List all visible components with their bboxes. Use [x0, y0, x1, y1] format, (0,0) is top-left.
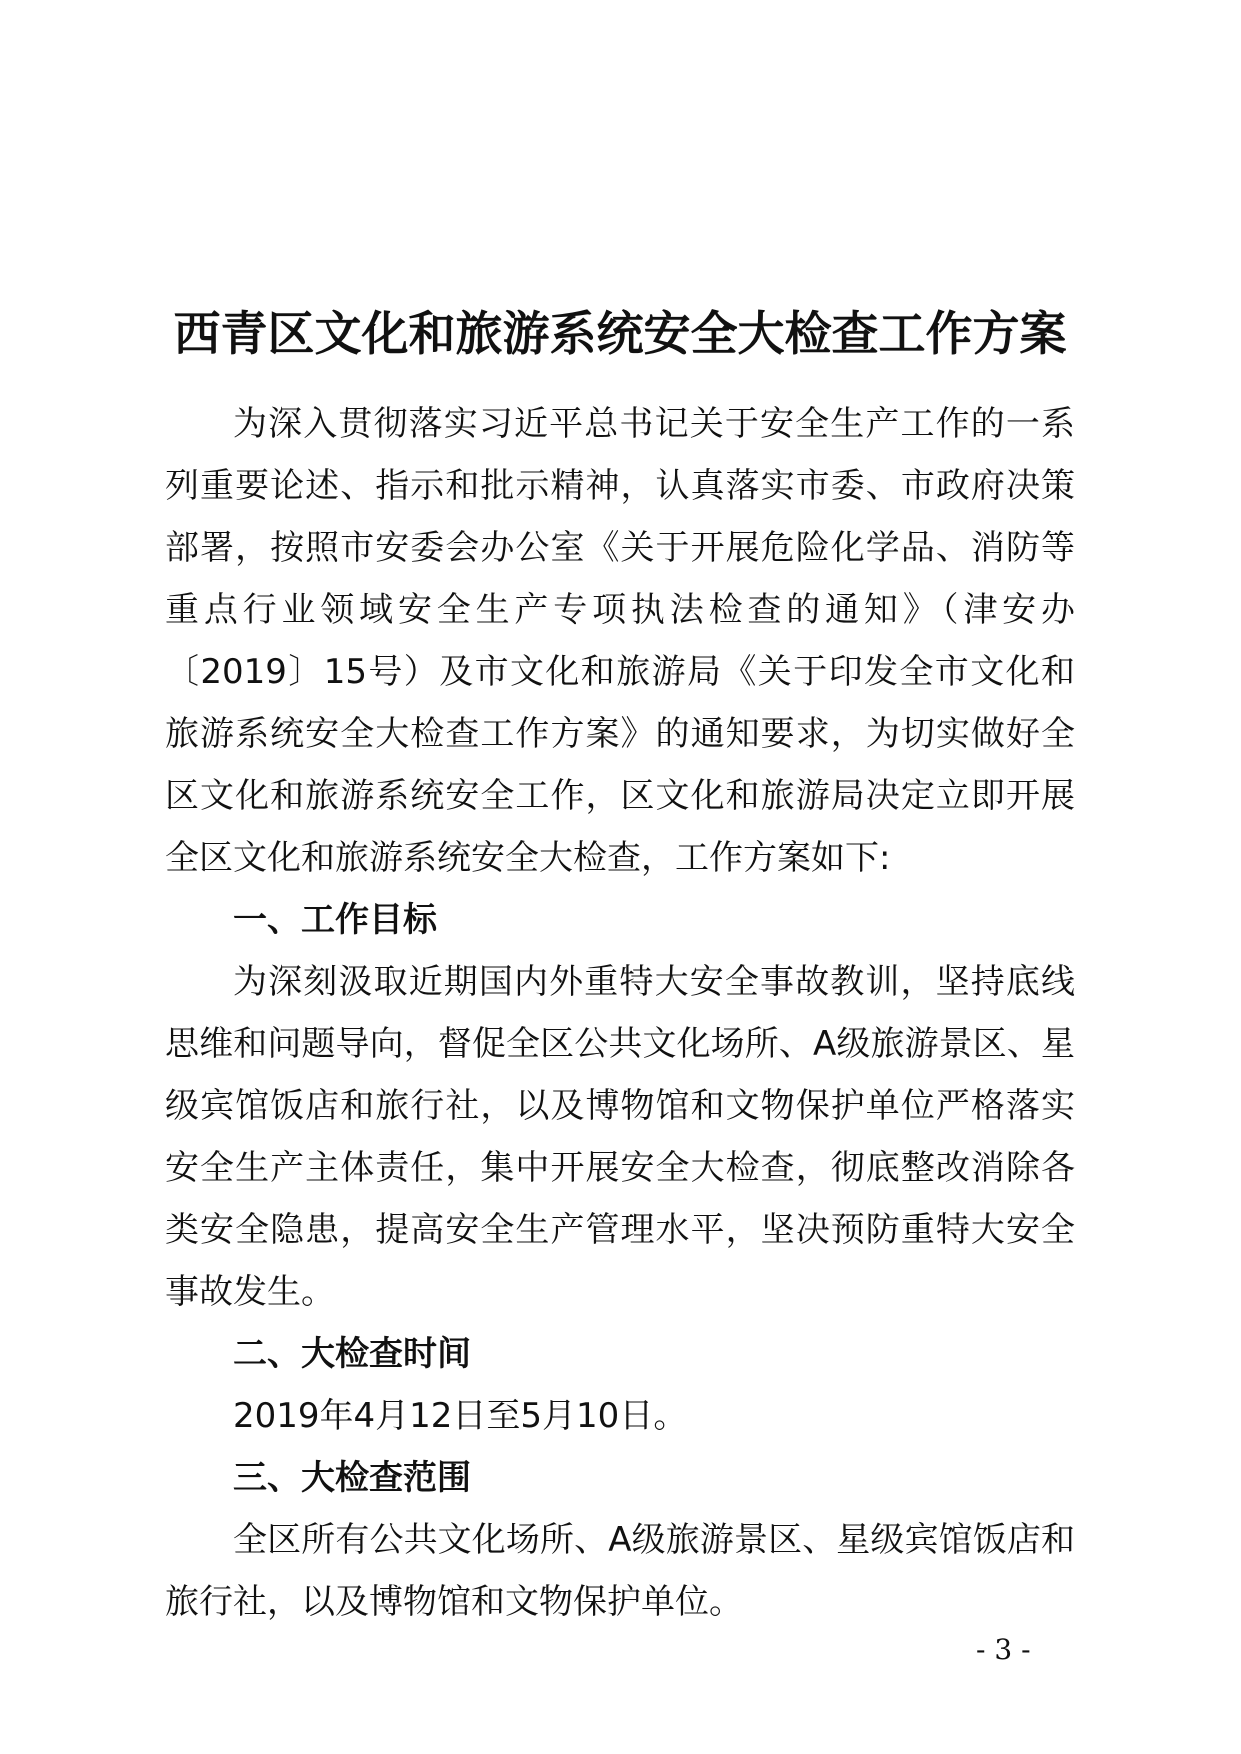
section-heading-goals: 一、工作目标	[233, 900, 437, 940]
intro-paragraph: 为深入贯彻落实习近平总书记关于安全生产工作的一系列重要论述、指示和批示精神，认真落实市委、市政府决策部署，按照市安委会办公室《关于开展危险化学品、消防等重点行业领域安全生产专项执法检查的通知》（津安办〔2019〕15号）及市文化和旅游局《关于印发全市文化和旅游系统安全大检查工作方案》的通知要求，为切实做好全区文化和旅游系统安全工作，区文化和旅游局决定立即开展全区文化和旅游系统安全大检查，工作方案如下:	[165, 404, 1075, 878]
document-body	[165, 393, 1075, 1633]
document-title: 西青区文化和旅游系统安全大检查工作方案	[173, 307, 1067, 362]
page-number: - 3 -	[976, 1633, 1031, 1666]
section-text-time: 2019年4月12日至5月10日。	[233, 1396, 688, 1436]
section-text-goals: 为深刻汲取近期国内外重特大安全事故教训，坚持底线思维和问题导向，督促全区公共文化场所、A级旅游景区、星级宾馆饭店和旅行社，以及博物馆和文物保护单位严格落实安全生产主体责任，集中开展安全大检查，彻底整改消除各类安全隐患，提高安全生产管理水平，坚决预防重特大安全事故发生。	[165, 962, 1075, 1312]
section-heading-time: 二、大检查时间	[233, 1334, 471, 1374]
section-heading-scope: 三、大检查范围	[233, 1458, 471, 1498]
section-text-scope: 全区所有公共文化场所、A级旅游景区、星级宾馆饭店和旅行社，以及博物馆和文物保护单位。	[165, 1520, 1075, 1622]
